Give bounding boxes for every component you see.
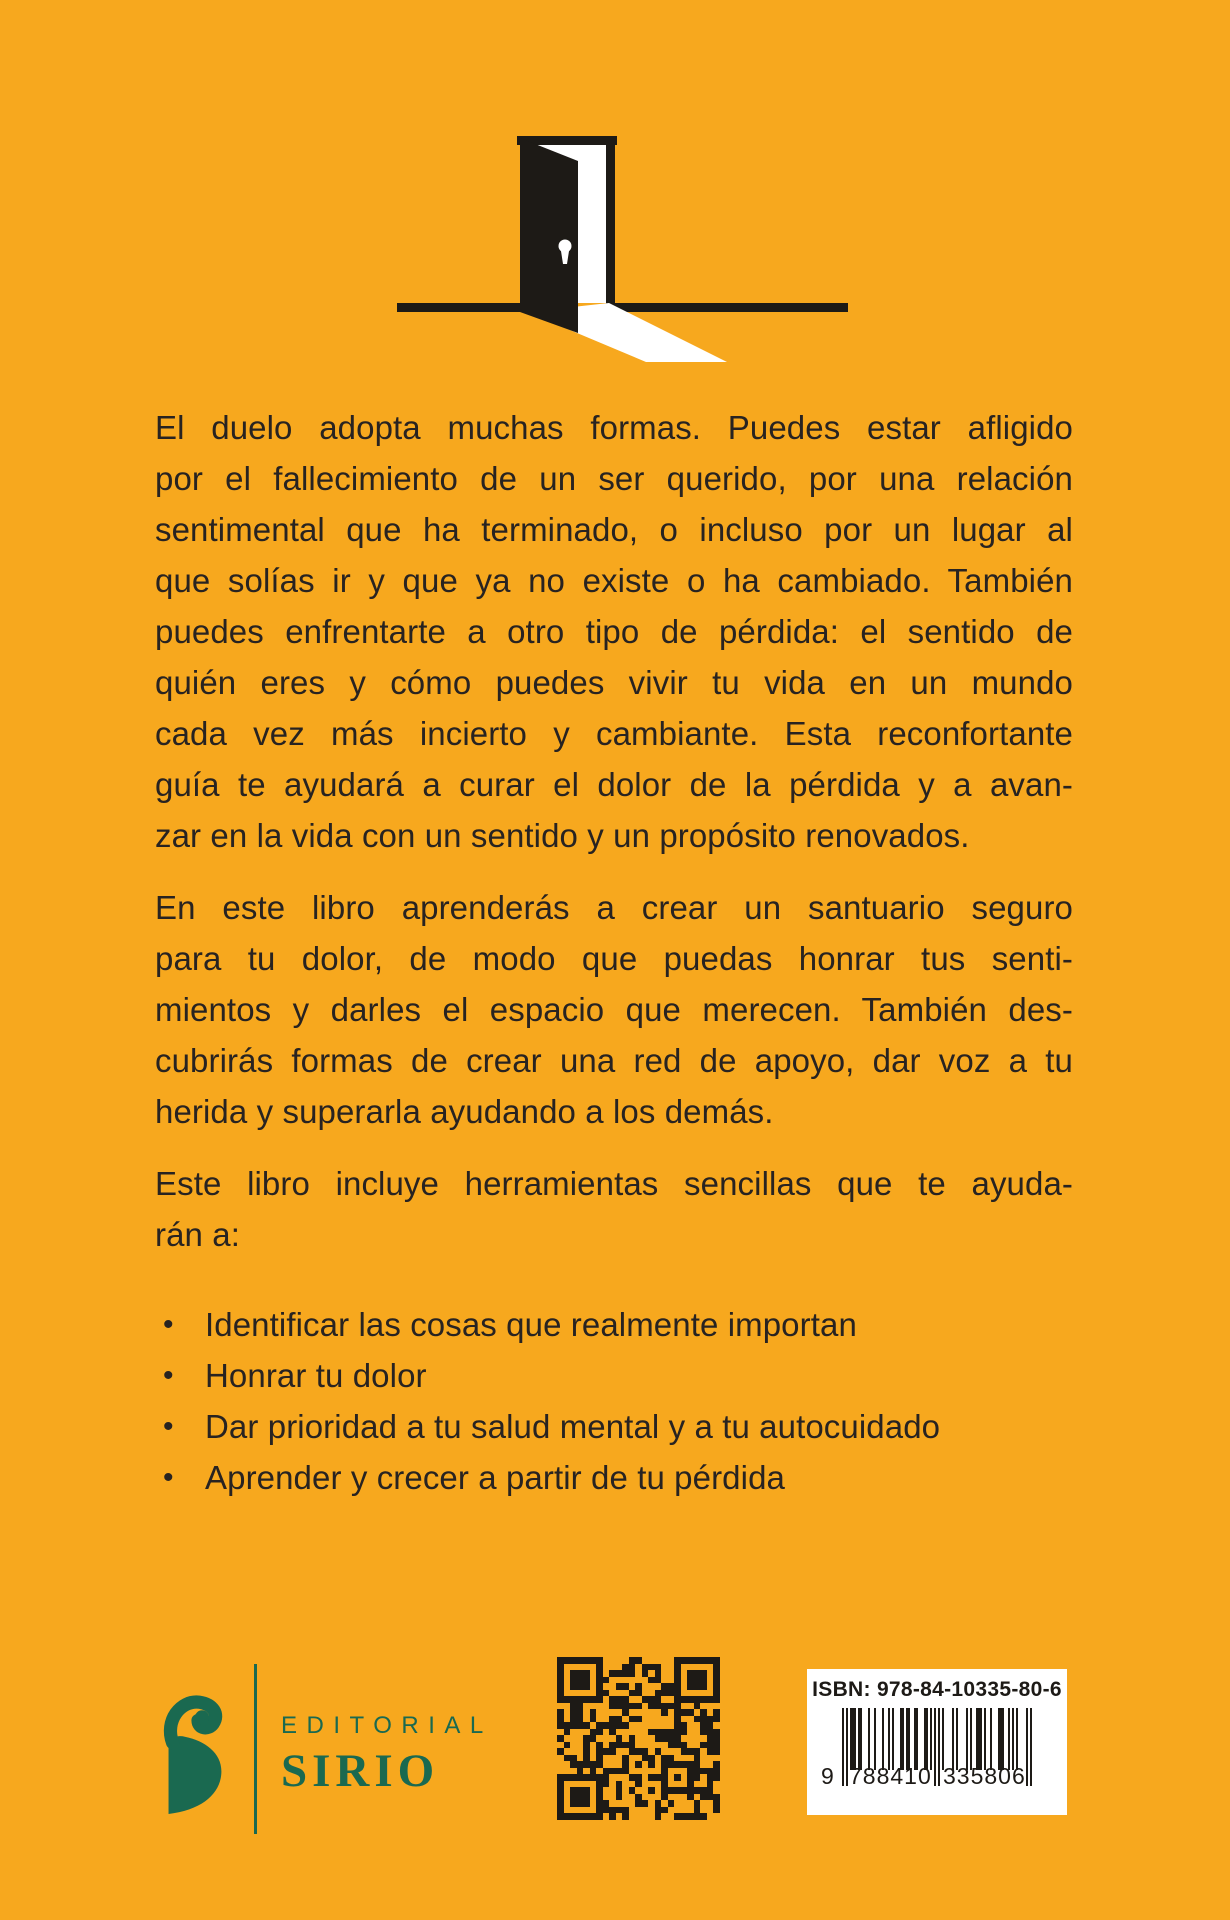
paragraphs [155,402,1073,1260]
door-frame-right [606,136,615,312]
paragraph-line: herida y superarla ayudando a los demás. [155,1093,774,1130]
bullet-item [155,1401,1073,1452]
publisher-name: SIRIO [281,1745,440,1797]
paragraph-line: para tu dolor, de modo que puedas honrar tus senti- [155,940,1073,977]
bullet-item [155,1452,1073,1503]
publisher-block [281,1712,493,1798]
bullet-text: Honrar tu dolor [205,1357,427,1394]
paragraph-line: zar en la vida con un sentido y un propósito renovados. [155,817,970,854]
door-panel [520,138,578,333]
isbn-label: ISBN: 978-84-10335-80-6 [812,1678,1062,1701]
paragraph-line: guía te ayudará a curar el dolor de la pérdida y a avan- [155,766,1073,803]
ground-line-right [606,303,848,312]
bullet-text: Identificar las cosas que realmente importan [205,1306,857,1343]
bullet-icon: • [163,1461,174,1494]
paragraph [155,1158,1073,1260]
qr-code [557,1657,720,1820]
sirio-logo-icon [160,1694,234,1816]
paragraph-line: cada vez más incierto y cambiante. Esta reconfortante [155,715,1073,752]
paragraph-line: cubrirás formas de crear una red de apoyo, dar voz a tu [155,1042,1073,1079]
paragraph-line: El duelo adopta muchas formas. Puedes estar afligido [155,409,1073,446]
barcode-digits [821,1763,1032,1789]
bullet-item [155,1350,1073,1401]
barcode-group-1: 788410 [849,1763,932,1789]
paragraph-line: rán a: [155,1216,240,1253]
logo-divider [254,1664,257,1834]
bullet-item [155,1299,1073,1350]
paragraph [155,402,1073,861]
bullet-icon: • [163,1359,174,1392]
paragraph-line: que solías ir y que ya no existe o ha cambiado. También [155,562,1073,599]
paragraph [155,882,1073,1137]
paragraph-line: quién eres y cómo puedes vivir tu vida en un mundo [155,664,1073,701]
paragraph-line: por el fallecimiento de un ser querido, por una relación [155,460,1073,497]
paragraph-line: mientos y darles el espacio que merecen. También des- [155,991,1073,1028]
isbn-barcode [821,1708,1032,1789]
bullet-icon: • [163,1308,174,1341]
bullet-list [155,1299,1073,1503]
bullet-text: Aprender y crecer a partir de tu pérdida [205,1459,785,1496]
isbn-box [807,1669,1067,1815]
barcode-group-2: 335806 [943,1763,1026,1789]
paragraph-line: En este libro aprenderás a crear un santuario seguro [155,889,1073,926]
paragraph-line: sentimental que ha terminado, o incluso por un lugar al [155,511,1073,548]
barcode-digit-9: 9 [821,1763,835,1789]
paragraph-line: puedes enfrentarte a otro tipo de pérdida: el sentido de [155,613,1073,650]
open-door-illustration [0,0,1230,380]
back-cover-text [155,402,1073,1503]
bullet-text: Dar prioridad a tu salud mental y a tu autocuidado [205,1408,941,1445]
paragraph-line: Este libro incluye herramientas sencillas que te ayuda- [155,1165,1073,1202]
publisher-editorial-label: EDITORIAL [281,1712,493,1739]
bullet-icon: • [163,1410,174,1443]
ground-line-left [397,303,521,312]
